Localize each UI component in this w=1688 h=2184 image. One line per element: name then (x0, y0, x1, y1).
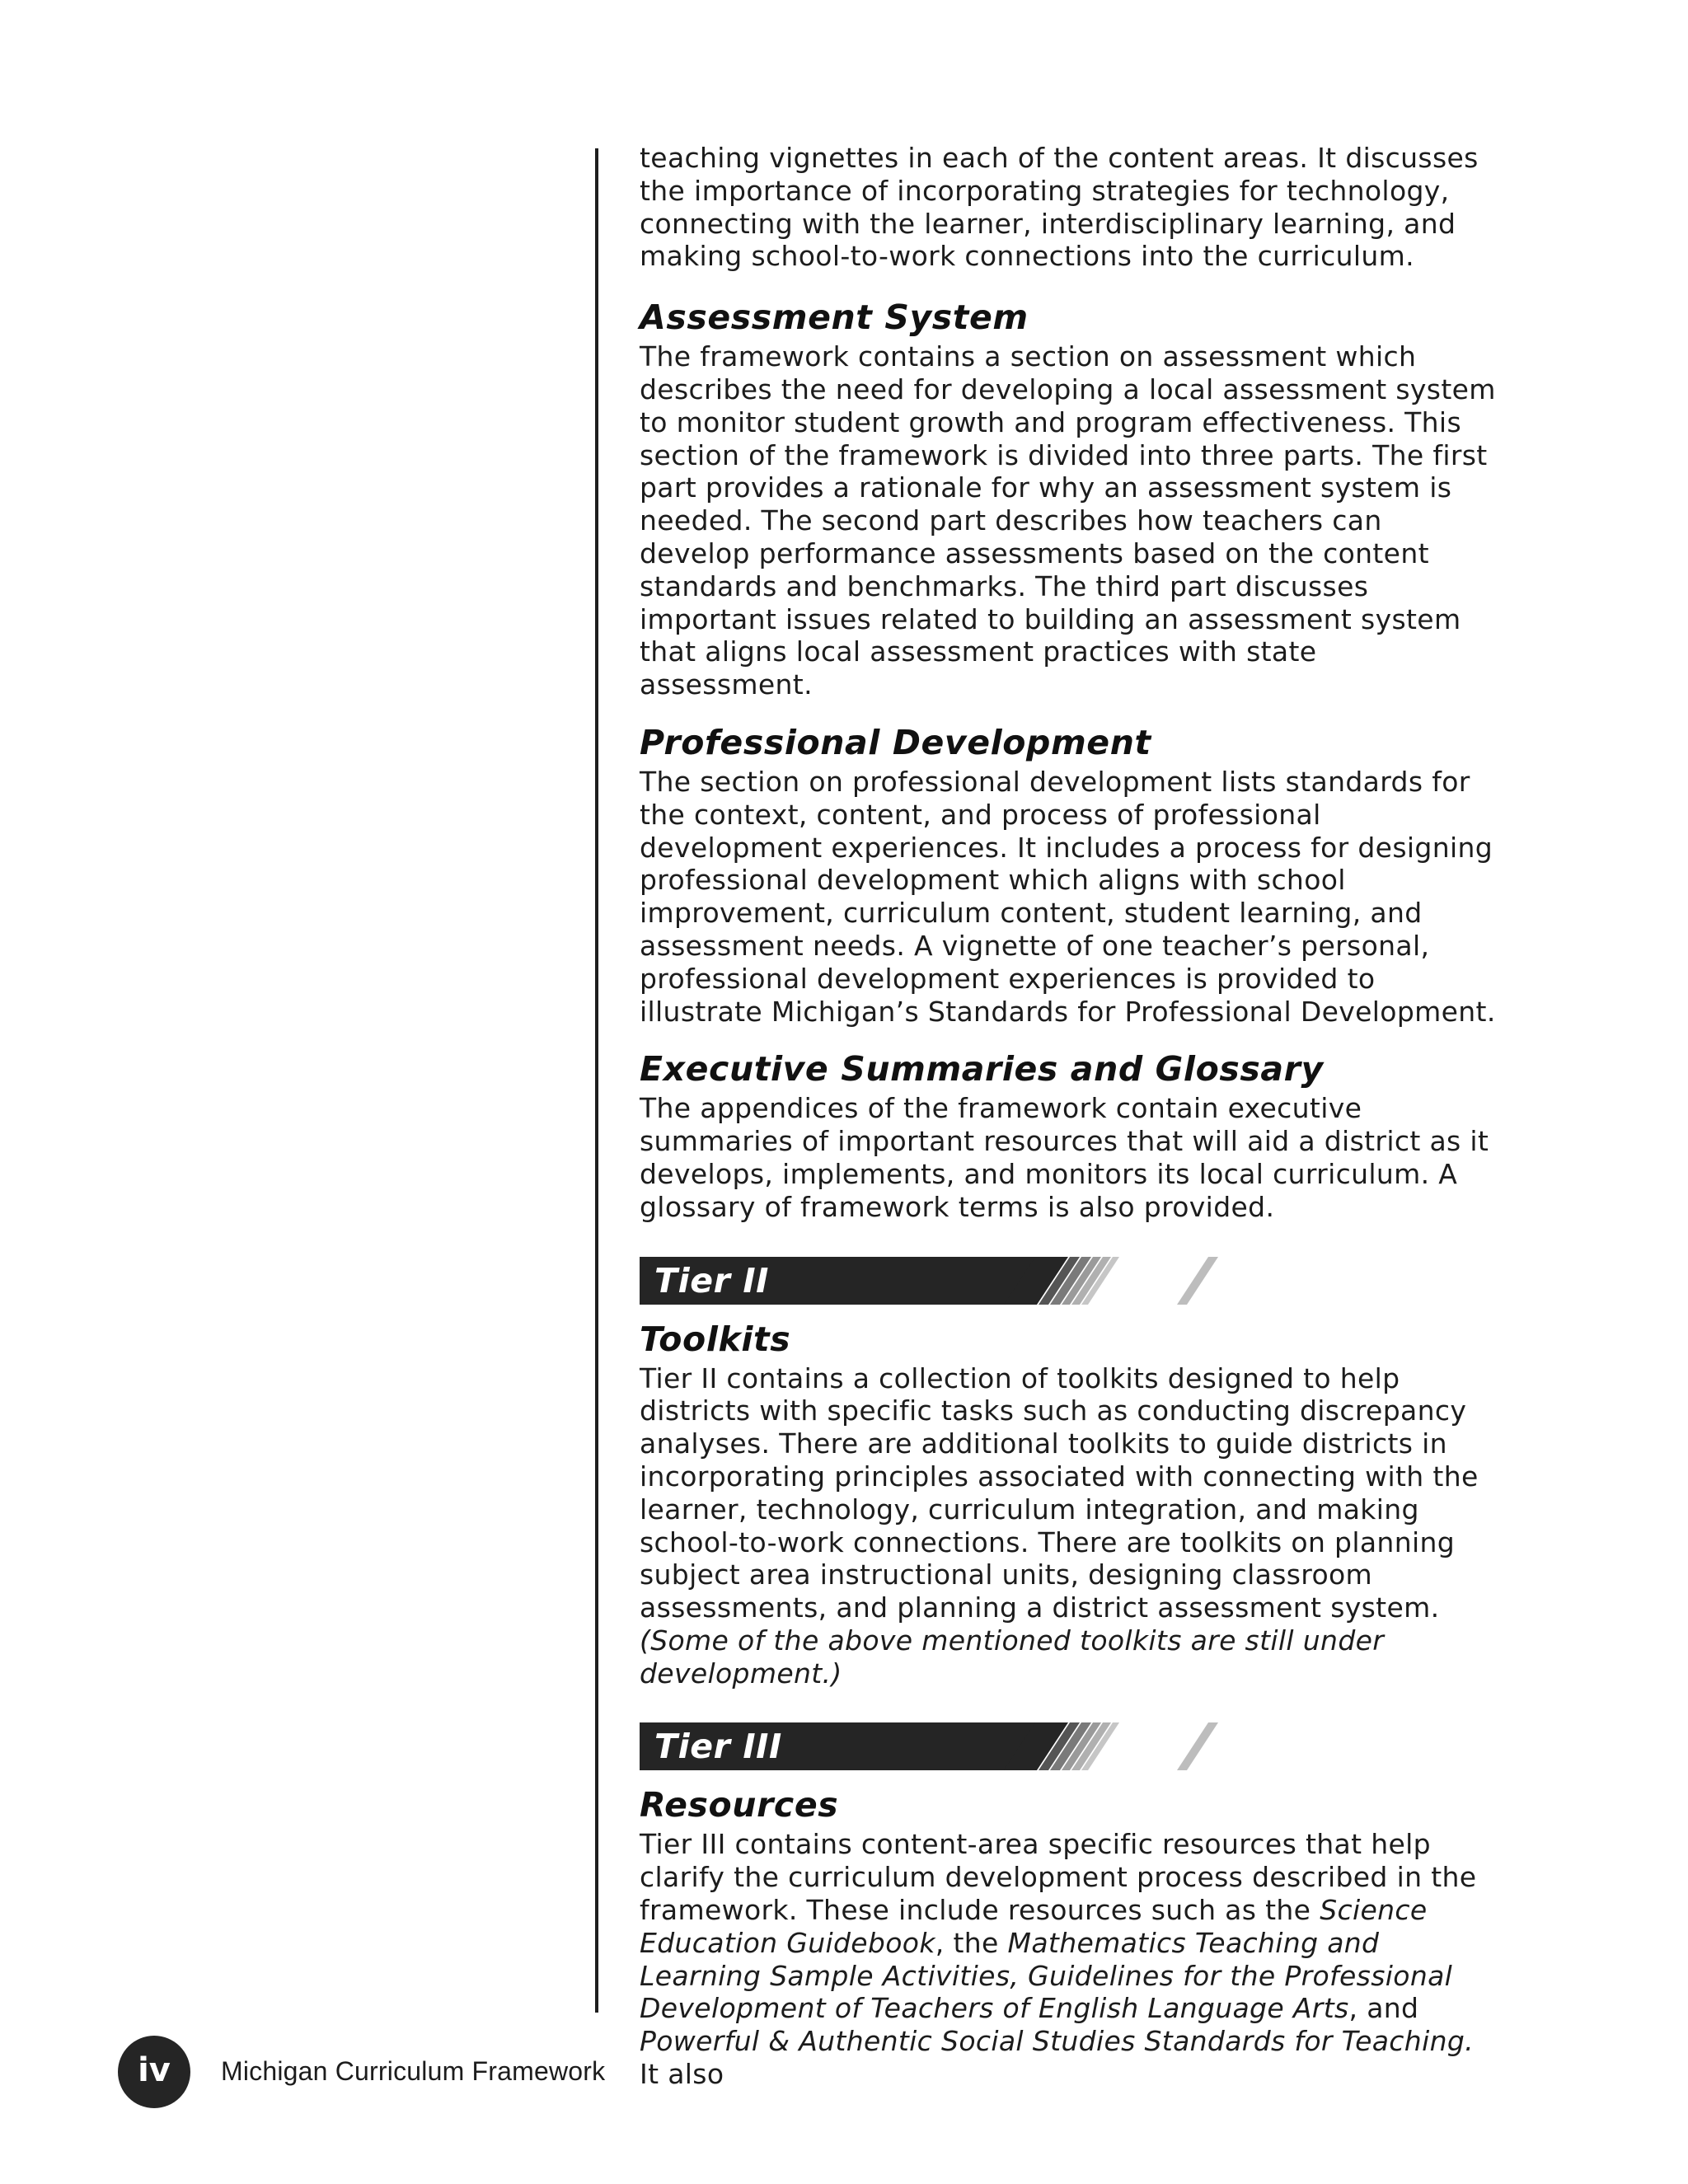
professional-development-paragraph: The section on professional development lists standards for the context, content, and process of professional development experiences. It includes a process for designing professional development which aligns with school improvement, curriculum content, student learning, and assessment needs. A vignette of one teacher’s personal, professional development experiences is provided to illustrate Michigan’s Standards for Professional Development. (640, 765, 1496, 1028)
resources-text-1: Tier III contains content-area specific resources that help clarify the curriculum development process described in the framework. These include resources such as the (640, 1828, 1477, 1927)
assessment-system-paragraph: The framework contains a section on assessment which describes the need for developing a local assessment system to monitor student growth and program effectiveness. This section of the framework is divided into three parts. The first part provides a rationale for why an assessment system is needed. The second part describes how teachers can develop performance assessments based on the content standards and benchmarks. The third part discusses important issues related to building an assessment system that aligns local assessment practices with state assessment. (640, 340, 1496, 701)
resources-title-3: Powerful & Authentic Social Studies Standards for Teaching. (640, 2025, 1474, 2058)
tier-iii-banner (640, 1722, 1497, 1770)
heading-executive-summaries: Executive Summaries and Glossary (640, 1049, 1324, 1090)
page-number-badge: iv (118, 2036, 190, 2108)
vertical-rule (595, 148, 598, 2013)
tier-ii-label: Tier II (654, 1260, 770, 1301)
heading-toolkits: Toolkits (640, 1319, 791, 1359)
tier-ii-banner (640, 1257, 1497, 1305)
resources-title-2: Mathematics Teaching and Learning Sample Activities, Guidelines for the Professional Development of Teachers of English Language Arts (640, 1926, 1453, 2025)
heading-assessment-system: Assessment System (640, 298, 1029, 338)
intro-paragraph: teaching vignettes in each of the content areas. It discusses the importance of incorporating strategies for technology, connecting with the learner, interdisciplinary learning, and making school-to-work connections into the curriculum. (640, 142, 1479, 273)
main-column (640, 142, 1497, 2091)
resources-title-1: Science Education Guidebook (640, 1894, 1428, 1959)
heading-professional-development: Professional Development (640, 722, 1151, 762)
publication-title: Michigan Curriculum Framework (221, 2056, 606, 2086)
toolkits-note: (Some of the above mentioned toolkits are still under development.) (640, 1624, 1385, 1690)
resources-text-3: , and (1348, 1992, 1419, 2025)
tier-iii-label: Tier III (654, 1727, 782, 1767)
toolkits-text: Tier II contains a collection of toolkits designed to help districts with specific tasks such as conducting discrepancy analyses. There are additional toolkits to guide districts in incorporating principles associated with connecting with the learner, technology, curriculum integration, and making school-to-work connections. There are toolkits on planning subject area instructional units, designing classroom assessments, and planning a district assessment system. (640, 1361, 1479, 1624)
resources-text-2: , the (935, 1926, 1008, 1959)
heading-resources: Resources (640, 1785, 839, 1825)
resources-text-4: It also (640, 2058, 724, 2091)
resources-paragraph (640, 1828, 1497, 2090)
executive-summaries-paragraph: The appendices of the framework contain executive summaries of important resources that will aid a district as it develops, implements, and monitors its local curriculum. A glossary of framework terms is also provided. (640, 1092, 1489, 1223)
toolkits-paragraph (640, 1362, 1497, 1690)
